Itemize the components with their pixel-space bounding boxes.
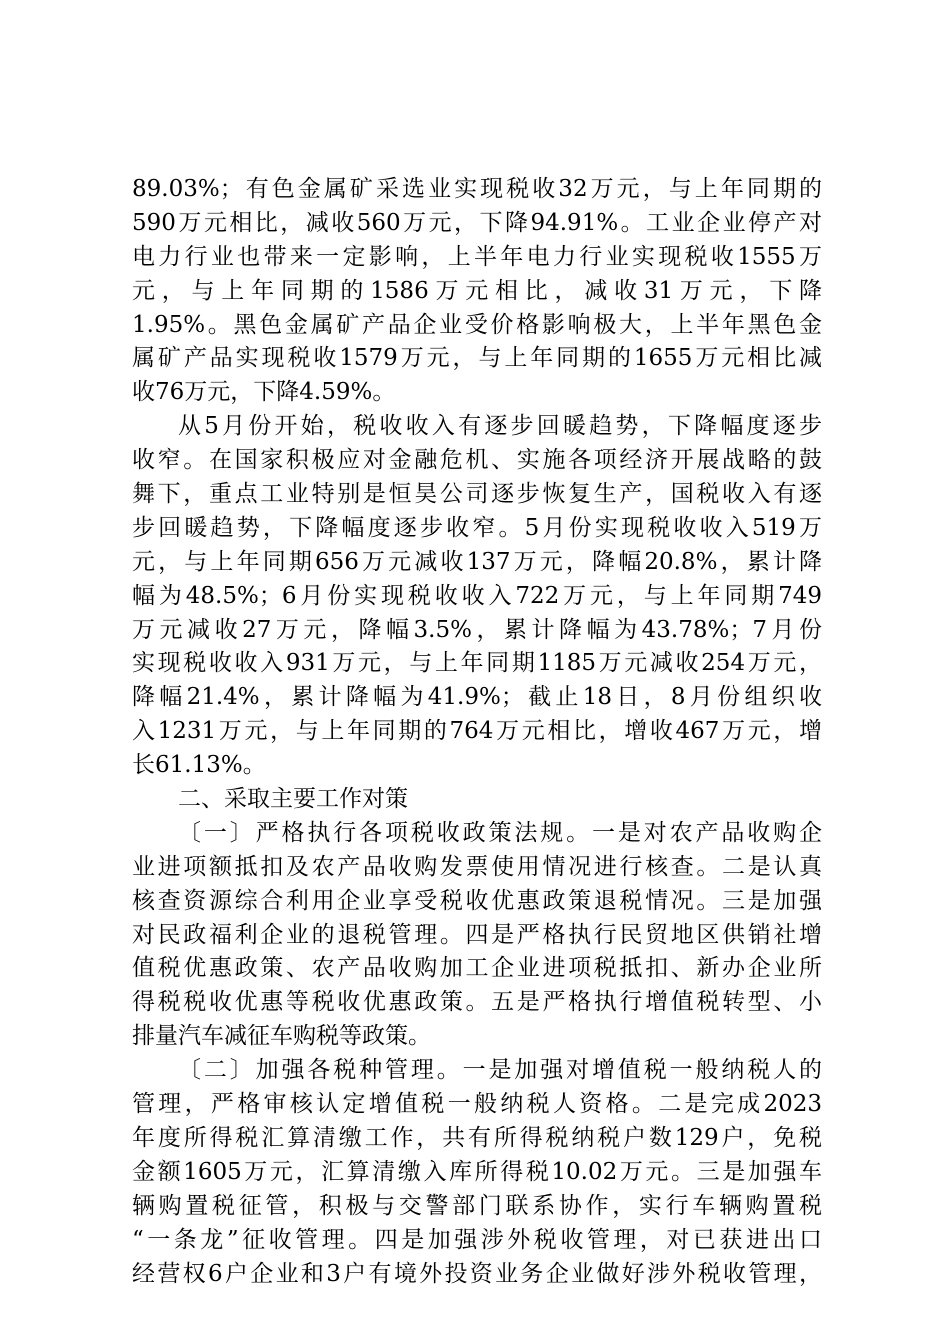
- text-line: 管理，严格审核认定增值税一般纳税人资格。二是完成2023: [132, 1091, 822, 1118]
- text-line: 幅为48.5%；6月份实现税收收入722万元，与上年同期749: [132, 582, 822, 609]
- text-line: 得税税收优惠等税收优惠政策。五是严格执行增值税转型、小: [132, 989, 822, 1016]
- text-line: 从5月份开始，税收收入有逐步回暖趋势，下降幅度逐步: [178, 413, 822, 440]
- text-line: 元，与上年同期656万元减收137万元，降幅20.8%，累计降: [132, 548, 822, 575]
- text-line: 对民政福利企业的退税管理。四是严格执行民贸地区供销社增: [132, 921, 822, 948]
- text-line: 舞下，重点工业特别是恒昊公司逐步恢复生产，国税收入有逐: [132, 481, 822, 508]
- text-line: “一条龙”征收管理。四是加强涉外税收管理，对已获进出口: [132, 1226, 822, 1253]
- document-body: [132, 173, 822, 1291]
- text-line: 金额1605万元，汇算清缴入库所得税10.02万元。三是加强车: [132, 1158, 822, 1185]
- text-line: 属矿产品实现税收1579万元，与上年同期的1655万元相比减: [132, 345, 822, 372]
- text-line: 年度所得税汇算清缴工作，共有所得税纳税户数129户，免税: [132, 1124, 822, 1151]
- text-line: 〔二〕加强各税种管理。一是加强对增值税一般纳税人的: [178, 1057, 822, 1084]
- text-line: 1.95%。黑色金属矿产品企业受价格影响极大，上半年黑色金: [132, 311, 822, 338]
- text-line: 元，与上年同期的1586万元相比，减收31万元，下降: [132, 277, 822, 304]
- text-line: 步回暖趋势，下降幅度逐步收窄。5月份实现税收收入519万: [132, 514, 822, 541]
- text-line: 排量汽车减征车购税等政策。: [132, 1023, 431, 1050]
- text-line: 收窄。在国家积极应对金融危机、实施各项经济开展战略的鼓: [132, 447, 822, 474]
- text-line: 辆购置税征管，积极与交警部门联系协作，实行车辆购置税: [132, 1192, 822, 1219]
- text-line: 实现税收收入931万元，与上年同期1185万元减收254万元，: [132, 650, 822, 677]
- text-line: 590万元相比，减收560万元，下降94.91%。工业企业停产对: [132, 209, 822, 236]
- text-line: 电力行业也带来一定影响，上半年电力行业实现税收1555万: [132, 243, 822, 270]
- text-line: 〔一〕严格执行各项税收政策法规。一是对农产品收购企: [178, 819, 822, 846]
- text-line: 入1231万元，与上年同期的764万元相比，增收467万元，增: [132, 718, 822, 745]
- text-line: 业进项额抵扣及农产品收购发票使用情况进行核查。二是认真: [132, 853, 822, 880]
- text-line: 降幅21.4%，累计降幅为41.9%；截止18日，8月份组织收: [132, 684, 822, 711]
- text-line: 收76万元，下降4.59%。: [132, 379, 396, 406]
- text-line: 值税优惠政策、农产品收购加工企业进项税抵扣、新办企业所: [132, 955, 822, 982]
- text-line: 万元减收27万元，降幅3.5%，累计降幅为43.78%；7月份: [132, 616, 822, 643]
- text-line: 经营权6户企业和3户有境外投资业务企业做好涉外税收管理，: [132, 1260, 822, 1287]
- text-line: 长61.13%。: [132, 752, 266, 779]
- text-line: 89.03%；有色金属矿采选业实现税收32万元，与上年同期的: [132, 176, 822, 202]
- text-line: 核查资源综合利用企业享受税收优惠政策退税情况。三是加强: [132, 887, 822, 914]
- section-heading: 二、采取主要工作对策: [178, 786, 408, 813]
